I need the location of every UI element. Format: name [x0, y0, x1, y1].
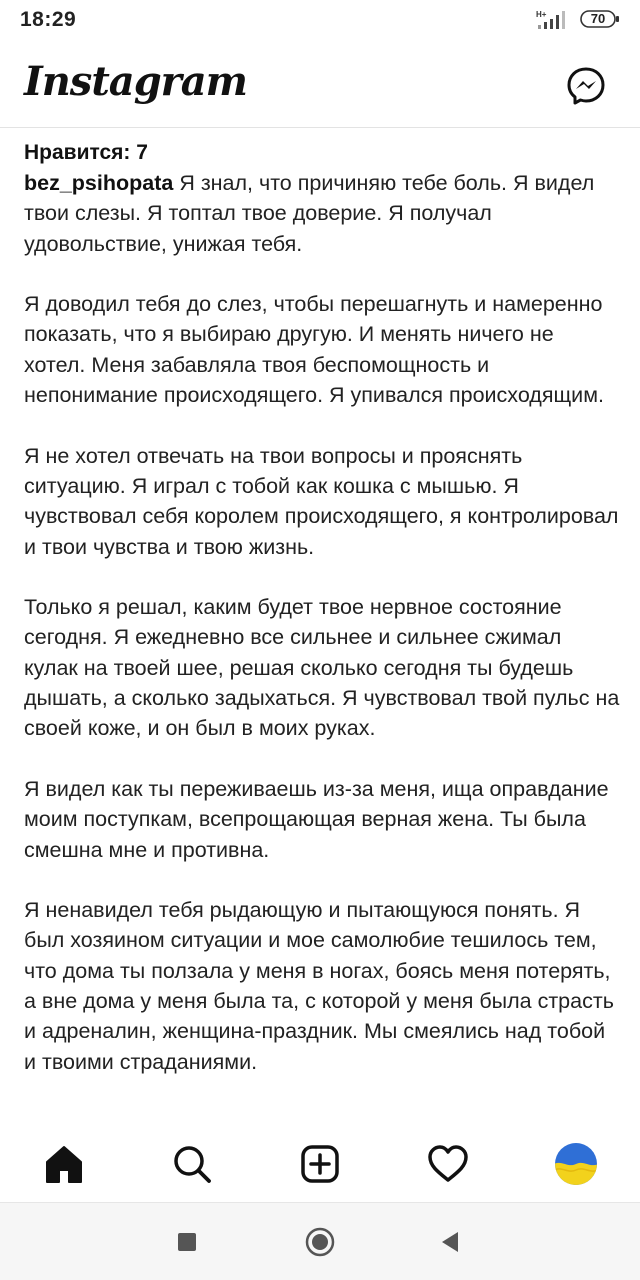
new-post-icon[interactable] [298, 1142, 342, 1186]
status-time: 18:29 [20, 8, 77, 31]
caption-paragraph: Только я решал, каким будет твое нервное состояние сегодня. Я ежедневно все сильнее и сильнее сжимал кулак на твоей шее, решая сколько сегодня ты будешь дышать, а сколько задыхаться. Я чувствовал твой пульс на своей коже, и он был в моих руках. [24, 595, 620, 741]
caption-paragraph: Я не хотел отвечать на твои вопросы и прояснять ситуацию. Я играл с тобой как кошка с мышью. Я чувствовал себя королем происходящего, я контролировал и твои чувства и твою жизнь. [24, 443, 619, 559]
bottom-navigation [0, 1128, 640, 1200]
caption-username[interactable]: bez_psihopata [24, 171, 174, 195]
caption-text: Я знал, что причиняю тебе боль. Я видел твои слезы. Я топтал твое доверие. Я получал удовольствие, унижая тебя. [24, 171, 595, 256]
profile-avatar[interactable] [554, 1142, 598, 1186]
network-type-label: H+ [536, 10, 547, 19]
instagram-logo[interactable]: Instagram [24, 58, 247, 105]
recents-square-icon[interactable] [172, 1227, 202, 1257]
caption-paragraph: Я доводил тебя до слез, чтобы перешагнуть и намеренно показать, что я выбираю другую. И менять ничего не хотел. Меня забавляла твоя беспомощность и непонимание происходящего. Я упивался происходящим. [24, 292, 604, 408]
caption-paragraph: Я видел как ты переживаешь из-за меня, ища оправдание моим поступкам, всепрощающая верная жена. Ты была смешна мне и противна. [24, 776, 609, 862]
heart-icon[interactable] [426, 1142, 470, 1186]
likes-count[interactable]: Нравится: 7 [24, 141, 148, 164]
signal-icon [536, 8, 572, 30]
system-navigation-bar [0, 1202, 640, 1280]
caption-paragraph: Я ненавидел тебя рыдающую и пытающуюся понять. Я был хозяином ситуации и мое самолюбие тешилось тем, что дома ты ползала у меня в ногах, боясь меня потерять, а вне дома у меня была та, с которой у меня была страсть и адреналин, женщина-праздник. Мы смеялись над тобой и твоими страданиями. [24, 898, 614, 1074]
messenger-icon[interactable] [566, 66, 606, 106]
home-icon[interactable] [42, 1142, 86, 1186]
home-circle-icon[interactable] [305, 1227, 335, 1257]
post-caption-area [24, 138, 620, 1077]
battery-level: 70 [590, 11, 606, 26]
search-icon[interactable] [170, 1142, 214, 1186]
caption-paragraph [24, 168, 620, 259]
app-header [0, 42, 640, 128]
back-triangle-icon[interactable] [436, 1227, 466, 1257]
post-caption [24, 168, 620, 1077]
status-bar [0, 0, 640, 42]
